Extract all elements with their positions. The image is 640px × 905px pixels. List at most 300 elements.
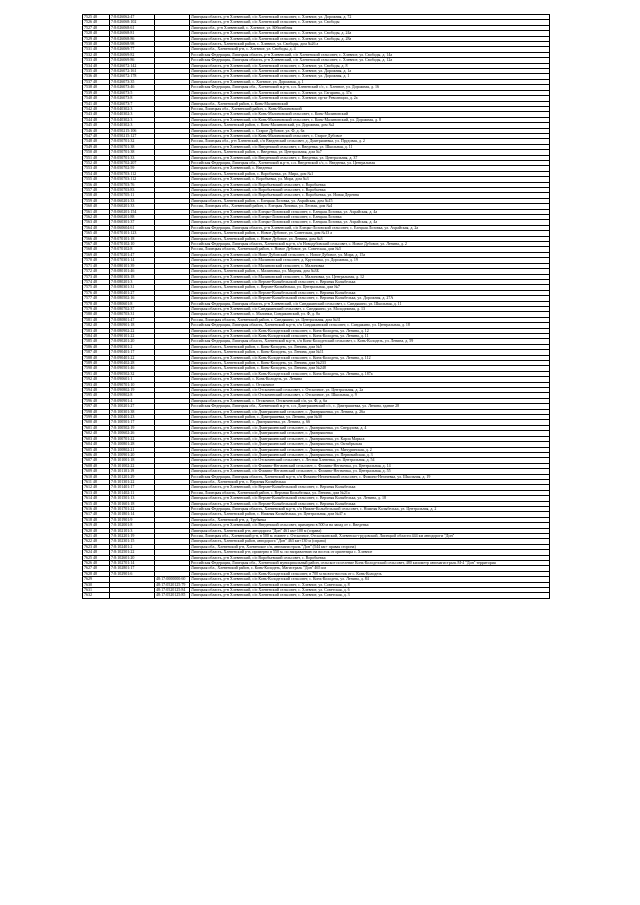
row-number-cell: 7576 48 [83,290,110,295]
cadastral-number-cell: 7:8:080702:37 [110,306,155,311]
address-cell: Липецкая область, р-н Хлевенский, с/п Хлевенский сельсовет, с. Хлевное, ул. Свободы, д. 8 [190,63,550,68]
row-number-cell: 7529 48 [83,36,110,41]
row-number-cell: 7534 48 [83,63,110,68]
address-cell: Россия, Липецкая область, Хлевенский район, с. Новое Дубовое, ул. Советская, дом №5 [190,247,550,252]
row-number-cell: 7556 48 [83,182,110,187]
address-cell: Липецкая область, Хлевенский район, с. Нижняя Колыбелька, ул. Центральная, дом №47 а [190,512,550,517]
cadastral-number-cell: 7:8:090401:22 [110,355,155,360]
row-number-cell: 7583 48 [83,328,110,333]
address-cell: Россия, Липецкая область, Хлевенский район, с. Верхняя Колыбелька, ул. Ленина, дом №21а [190,490,550,495]
row-number-cell: 7581 48 [83,317,110,322]
cadastral-number-cell [110,593,155,598]
cadastral-number-cell: 7:8:090701:10 [110,382,155,387]
cadastral-number-cell: 7:8:101901:9 [110,517,155,522]
cadastral-number-cell: 7:8:090901:4 [110,398,155,403]
cadastral-number-cell: 7:8:101301:22 [110,479,155,484]
address-cell: Липецкая область, Хлевенский район, с. Введенка, ул. Центральная, дом №7 [190,150,550,155]
address-cell: Липецкая область, р-н Хлевенский, с. Введенка [190,166,550,171]
address-cell: Липецкая область, Хлевенский р-н, примерно в 550 м. по направлению на восток от ориентира с. Хлевное [190,550,550,555]
address-cell: Липецкая область, Хлевенский район, с. Конь-Колодезь, ул. Ленина, дом №248 [190,366,550,371]
cadastral-number-cell: 7:8:026072:142 [110,63,155,68]
row-number-cell: 7604 48 [83,442,110,447]
address-cell: Липецкая обл., Хлевенский р-н, с. Верхняя Колыбелька [190,479,550,484]
address-cell: Липецкая обл., Хлевенский район, с. Конь-Малиновский [190,101,550,106]
address-cell: Липецкая область, Хлевенский р-н, автодорога "Дон" 461 км+100 м (справа) [190,528,550,533]
row-number-cell: 7541 48 [83,101,110,106]
address-cell: Липецкая область, р-н Хлевенский, с. Отскочное [190,382,550,387]
cadastral-number-cell: 7:8:060604:61 [110,225,155,230]
address-cell: Липецкая область, р-н Хлевенский, с. Хлевное, ул. Дорожная, д. 1 [190,79,550,84]
cadastral-number-cell: 7:8:026073:7 [110,101,155,106]
cadastral-number-cell: 7:8:090101:22 [110,333,155,338]
cadastral-number-cell: 7:8:100701:22 [110,436,155,441]
cadastral-number-cell: 7:8:060301:37 [110,220,155,225]
row-number-cell: 7582 48 [83,323,110,328]
address-cell: Липецкая область, р-н Хлевенский, с/п Хлевенский сельсовет, с. Хлевное, ул. Гагарина, д. 37а [190,90,550,95]
address-cell: Липецкая область, р-н Хлевенский, с. Отскочное, Отскоченский с/п, ул. Ф, д. 6а [190,398,550,403]
row-number-cell: 7619 48 [83,523,110,528]
row-number-cell: 7608 48 [83,463,110,468]
address-cell: Липецкая обл., Хлевенский р-н, д. Трубянка [190,517,550,522]
alt-number-cell: 48:17:0520125:79 [155,582,190,587]
address-cell: Липецкая область, р-н Хлевенский, с/п Синдякинский сельсовет, с. Синдякино, ул. Молодежная, д. 13 [190,306,550,311]
address-cell: Липецкая область, р-н Хлевенский, с/п Дмитряшевский сельсовет, с. Дмитряшевка, ул. Ленина, д. 26а [190,409,550,414]
cadastral-number-cell: 7:8:040302:3 [110,106,155,111]
cadastral-number-cell: 7:8:101002:22 [110,463,155,468]
row-number-cell: 7611 48 [83,479,110,484]
cadastral-number-cell: 7:8:050215:106 [110,128,155,133]
address-cell: Липецкая область, р-н Хлевенский, с/п Верхне-Колыбельский сельсовет, с. Верхняя Колыбелька, ул. Ленина, д. 18 [190,496,550,501]
address-cell: Липецкая область, р-н Хлевенский, с/п Хлевенский сельсовет, с. Хлевное, ул. Советская, д. 3 [190,593,550,598]
cadastral-number-cell: 7:8:080901:18 [110,323,155,328]
row-number-cell: 7545 48 [83,123,110,128]
row-number-cell: 7590 48 [83,366,110,371]
cadastral-number-cell: 7:8:101402:11 [110,490,155,495]
cadastral-number-cell: 7:8:040302:3 [110,112,155,117]
address-cell: Российская Федерация, Липецкая область, р-н Хлевенский, с/п Елецко-Лозовский сельсовет, с. Елецкая Лозовка, ул. Ахрайская, д. 2а [190,225,550,230]
row-number-cell: 7561 48 [83,209,110,214]
cadastral-number-cell: 7:8:100201:27 [110,404,155,409]
row-number-cell: 7544 48 [83,117,110,122]
row-number-cell: 7625 48 [83,555,110,560]
row-number-cell: 7623 48 [83,544,110,549]
row-number-cell: 7569 48 [83,252,110,257]
address-cell: Липецкая область, р-н Хлевенский, с/п Хлевенский сельсовет, с. Хлевное, ул. Советская, д. 6 [190,588,550,593]
cadastral-number-cell: 7:8:026068:98 [110,42,155,47]
cadastral-number-cell: 7:8:101501:13 [110,496,155,501]
address-cell: Липецкая область, р-н Хлевенский, с/п Дмитряшевский сельсовет, с. Дмитряшевка, ул. Мичуринская, д. 2 [190,447,550,452]
address-cell: Липецкая область, Хлевенский район, с. Конь-Колодезь, ул. Ленина, дом №11 [190,350,550,355]
row-number-cell: 7573 48 [83,274,110,279]
row-number-cell: 7626 48 [83,561,110,566]
cadastral-number-cell: 7:8:100802:21 [110,447,155,452]
row-number-cell: 7564 48 [83,225,110,230]
cadastral-number-cell: 7:8:080902:22 [110,328,155,333]
cadastral-number-cell: 7:8:102001:8 [110,523,155,528]
address-cell: Липецкая область, р-н Хлевенский, с/п Отскоченский сельсовет, с. Лесная Хлевенка, ул. Центральная, д. 54 [190,458,550,463]
address-cell: Липецкая область, р-н Хлевенский, с/п Фомино-Негачевский сельсовет, с. Фомино-Негачевка, ул. Центральная, д. 55 [190,469,550,474]
cadastral-number-cell: 7:8:050702:59 [110,166,155,171]
document-page [82,14,549,599]
cadastral-number-cell: 7:8:090501:46 [110,366,155,371]
address-cell: Липецкая область, р-н Хлевенский, с/п Хлевенский сельсовет, с. Хлевное, ул. Свободы [190,20,550,25]
row-number-cell: 7615 48 [83,501,110,506]
address-cell: Липецкая область, Хлевенский район, с. Конь-Колодезь, ул. Ленина, дом №5 [190,344,550,349]
row-number-cell: 7553 48 [83,166,110,171]
address-cell: Липецкая область, р-н Хлевенский, с/п Хлевенский сельсовет, с. Хлевное, ул. Дорожная, д. 1а [190,69,550,74]
cadastral-number-cell: 7:8:050701:38 [110,150,155,155]
row-number-cell: 7603 48 [83,436,110,441]
row-number-cell: 7585 48 [83,339,110,344]
address-cell: Липецкая область, Хлевенский район, с. Новое Дубовое, ул. Ленина, дом №3 [190,236,550,241]
row-number-cell: 7588 48 [83,355,110,360]
row-number-cell: 7594 48 [83,388,110,393]
cadastral-number-cell: 7:8:080502:16 [110,296,155,301]
cadastral-number-cell: 7:8:026068:102 [110,20,155,25]
cadastral-number-cell: 7:8:050701:32 [110,139,155,144]
row-number-cell: 7598 48 [83,409,110,414]
address-cell: Россия, Липецкая обл., Хлевенский район, с. Конь-Малиновский [190,106,550,111]
row-number-cell: 7566 48 [83,236,110,241]
address-cell: Липецкая область, р-н Хлевенский, с/п Верхне-Колыбельский сельсовет, с. Верхняя Колыбелька [190,279,550,284]
row-number-cell: 7592 48 [83,377,110,382]
address-cell: Липецкая область, р-н Хлевенский, с/п Верхне-Колыбельский сельсовет, с. Верхняя Колыбелька [190,501,550,506]
address-cell: Липецкая обл., Хлевенский р-н, Хлевенское с/п, автомагистраль "Дон" (544 км+ правая сторона) [190,544,550,549]
row-number-cell: 7531 48 [83,47,110,52]
cadastral-number-cell: 7:8:050701:33 [110,155,155,160]
row-number-cell: 7548 48 [83,139,110,144]
address-cell: Россия, Липецкая область, Хлевенский район, с. Синдякино, ул. Центральная, дом №31 [190,317,550,322]
cadastral-number-cell: 7:8:060201:88 [110,215,155,220]
address-cell: Липецкая область, Хлевенский район, с. Воробьевка, ул. Мира, дом №1 [190,171,550,176]
row-number-cell: 7539 48 [83,90,110,95]
address-cell: Липецкая область, р-н Хлевенский, с/п Верхне-Колыбельский сельсовет, с. Верхняя Колыбелька [190,290,550,295]
cadastral-number-cell: 7:8:100602:26 [110,431,155,436]
cadastral-number-cell: 7:8:070102:8 [110,247,155,252]
row-number-cell: 7613 48 [83,490,110,495]
address-cell: Россия, Липецкая обл., р-н Хлевенский, с/п Введенский сельсовет, д. Дмитряшевка, ул. Прудовая, д. 2 [190,139,550,144]
row-number-cell: 7535 48 [83,69,110,74]
row-number-cell: 7568 48 [83,247,110,252]
row-number-cell: 7578 48 [83,301,110,306]
cadastral-number-cell: 7:8:026072:178 [110,74,155,79]
address-cell: Липецкая область, Хлевенский район, с. Конь-Колодезь, ул. Ленина, дом №233 [190,361,550,366]
row-number-cell: 7616 48 [83,506,110,511]
address-cell: Липецкая область, р-н Хлевенский, с. Дмитряшевка, ул. Ленина, д. 66 [190,420,550,425]
row-number-cell: 7547 48 [83,133,110,138]
row-number-cell: 7584 48 [83,333,110,338]
cadastral-number-cell: 7:8:101601:18 [110,501,155,506]
cadastral-number-cell: 7:8:070102:10 [110,242,155,247]
cadastral-number-cell: 7:8:070201:47 [110,252,155,257]
address-cell: Липецкая область, р-н Хлевенский, с/п Хлевенский сельсовет, с. Хлевное, ул. Дорожная, д. 72 [190,15,550,20]
cadastral-number-cell: 7:8:080703:31 [110,312,155,317]
cadastral-number-cell: 7:8:050703:112 [110,177,155,182]
row-number-cell: 7579 48 [83,306,110,311]
row-number-cell: 7607 48 [83,458,110,463]
address-cell: Липецкая область, р-н Хлевенский, с/п Малиновский сельсовет, с. Малиновка, ул. Центральная, д. 12 [190,274,550,279]
row-number-cell: 7587 48 [83,350,110,355]
row-number-cell: 7629 [83,577,110,582]
row-number-cell: 7533 48 [83,58,110,63]
row-number-cell: 7618 48 [83,517,110,522]
row-number-cell: 7589 48 [83,361,110,366]
address-cell: Липецкая область, р-н Хлевенский, с/п Конь-Колодезский сельсовет, с. Конь-Колодезь, ул. Ленина, д. 84 [190,577,550,582]
cadastral-number-cell: 7:8:050703:112 [110,171,155,176]
address-cell: Липецкая область, Хлевенский район, с. Новое Дубовое, ул. Советская, дом №13 а [190,231,550,236]
cadastral-number-cell: 7:8:060201:154 [110,209,155,214]
cadastral-number-cell: 7:8:070101:18 [110,236,155,241]
cadastral-number-cell: 7:8:090402:28 [110,361,155,366]
row-number-cell: 7538 48 [83,85,110,90]
cadastral-number-cell: 7:8:070301:14 [110,258,155,263]
row-number-cell: 7557 48 [83,188,110,193]
row-number-cell: 7532 48 [83,52,110,57]
row-number-cell: 7530 48 [83,42,110,47]
cadastral-number-cell: 7:8:080103:18 [110,274,155,279]
row-number-cell: 7599 48 [83,415,110,420]
row-number-cell: 7622 48 [83,539,110,544]
row-number-cell: 7614 48 [83,496,110,501]
cadastral-number-cell: 7:8:026073:46 [110,85,155,90]
cadastral-number-cell: 7:8:080401:27 [110,290,155,295]
row-number-cell: 7605 48 [83,447,110,452]
row-number-cell: 7572 48 [83,269,110,274]
cadastral-number-cell: 7:8:080601:8 [110,301,155,306]
row-number-cell: 7602 48 [83,431,110,436]
address-cell: Российская Федерация, Липецкая область, р-н Хлевенский, с/п Хлевенский сельсовет, с. Хлевное, ул. Свободы, д. 14а [190,52,550,57]
cadastral-number-cell: 7:8:102501:22 [110,550,155,555]
cadastral-number-cell: 7:8:100501:17 [110,420,155,425]
cadastral-number-cell: 7:8:102401:2 [110,544,155,549]
cadastral-number-cell: 7:8:100502:19 [110,425,155,430]
address-cell: Российская Федерация, Липецкая область, Хлевенский м.р-н, с/п Синдякинский сельсовет, с. Синдякино, ул. Центральная, д. 18 [190,323,550,328]
cadastral-number-cell: 7:8:102201:19 [110,534,155,539]
cadastral-number-cell: 7:8:100801:28 [110,442,155,447]
address-cell: Липецкая область, р-н Хлевенский, с/п Введенский сельсовет, примерно в 500 м на запад от с. Введенка [190,523,550,528]
row-number-cell: 7551 48 [83,155,110,160]
address-cell: Российская Федерация, Липецкая область, Хлевенский м.р-н, с/п Новодубовский сельсовет, с. Новое Дубовое, ул. Ленина, д. 2 [190,242,550,247]
row-number-cell: 7550 48 [83,150,110,155]
cadastral-number-cell: 7:8:080801:47 [110,317,155,322]
address-cell: Липецкая область, р-н Хлевенский, с/п Малиновский сельсовет, д. Кругловка, ул. Дорожная, д. 19 [190,258,550,263]
row-number-cell: 7555 48 [83,177,110,182]
address-cell: Липецкая область, р-н Хлевенский, с. Конь-Колодезь, ул. Ленина [190,377,550,382]
row-number-cell: 7586 48 [83,344,110,349]
address-cell: Липецкая область, р-н Хлевенский, с/п Введенский сельсовет, с. Введенка, ул. Школьная, д. 11 [190,144,550,149]
address-cell: Российская Федерация, Липецкая область, р-н Хлевенский, с/п Хлевенский сельсовет, с. Хлевное, ул. Свободы, д. 12а [190,58,550,63]
row-number-cell: 7540 48 [83,96,110,101]
row-number-cell: 7543 48 [83,112,110,117]
address-cell: Липецкая область, Хлевенский район, с. Верхне-Колыбелька, ул. Центральная, дом №7 [190,285,550,290]
row-number-cell: 7554 48 [83,171,110,176]
cadastral-number-cell: 7:8:026068:61 [110,25,155,30]
row-number-cell: 7527 48 [83,25,110,30]
cadastral-number-cell: 7:8:090601:1 [110,377,155,382]
address-cell: Липецкая область, р-н Хлевенский, с/п Дмитряшевский сельсовет, с. Дмитряшевка, ул. Свердлова, д. 4 [190,425,550,430]
cadastral-number-cell: 7:8:026068:81 [110,31,155,36]
address-cell: Липецкая область, р-н Хлевенский, с/п Елецко-Лозовский сельсовет, с. Елецкая Лозовка, ул. Ахрайская, д. 4а [190,220,550,225]
address-cell: Российская Федерация, Липецкая область, Хлевенский м.р-н, с/п Конь-Колодезский сельсовет, с. Конь-Колодезь, ул. Ленина, д. 59 [190,339,550,344]
row-number-cell: 7606 48 [83,452,110,457]
row-number-cell: 7559 48 [83,198,110,203]
cadastral-number-cell: 7:8:040302:3 [110,117,155,122]
row-number-cell: 7562 48 [83,215,110,220]
row-number-cell: 7600 48 [83,420,110,425]
cadastral-number-cell: 7:8:101201:29 [110,474,155,479]
address-cell: Липецкая область, р-н Хлевенский, с/п Верхне-Колыбельский сельсовет, с. Верхняя Колыбелька, ул. Дорожная, д. 27А [190,296,550,301]
cadastral-number-cell: 7:8:102101:3 [110,528,155,533]
cadastral-number-cell: 7:8:101101:19 [110,469,155,474]
cadastral-number-cell: 7:8:026069:77 [110,47,155,52]
row-number-cell: 7595 48 [83,393,110,398]
cadastral-number-cell: 7:8:090301:2 [110,344,155,349]
address-cell: Липецкая область, р-н Хлевенский, с/п Конь-Малиновский сельсовет, с. Старое Дубовое [190,133,550,138]
row-number-cell: 7563 48 [83,220,110,225]
cadastral-number-cell: 7:8:080201:3 [110,279,155,284]
row-number-cell: 7574 48 [83,279,110,284]
address-cell: Российская Федерация, Липецкая обл., Хлевенский м.р-н, с.п. Дмитряшевский с/с, с. Дмитряшевка, ул. Ленина, здание 28 [190,404,550,409]
cadastral-number-cell: 7:8:050215:127 [110,133,155,138]
row-number-cell: 7631 [83,588,110,593]
address-cell: Липецкая область, р-н Хлевенский, с/п Хлевенский сельсовет, с. Хлевное, ул. Советская, д. 8 [190,582,550,587]
address-cell: Липецкая область, р-н Хлевенский, с. Старое Дубовое, ул. Ф, д. 6а [190,128,550,133]
cadastral-number-cell: 7:8:050702:207 [110,160,155,165]
address-cell: Липецкая область, р-н Хлевенский, с/п Конь-Колодезский сельсовет, в 700 м на юго-восток от с. Конь-Колодезь [190,571,550,576]
cadastral-number-cell: 7:8:040302:3 [110,123,155,128]
cadastral-number-cell: 7:8:080301:31 [110,285,155,290]
cadastral-number-cell: 7:8:102801:17 [110,566,155,571]
row-number-cell: 7617 48 [83,512,110,517]
cadastral-number-cell: 7:8:080101:39 [110,263,155,268]
address-cell: Липецкая область, р-н Хлевенский, с/п Хлевенский сельсовет, с. Хлевное, ул. Дорожная, д. 1 [190,74,550,79]
row-number-cell: 7526 48 [83,20,110,25]
row-number-cell: 7627 48 [83,566,110,571]
row-number-cell: 7612 48 [83,485,110,490]
address-cell: Липецкая область, р-н Хлевенский, с/п Хлевенский сельсовет, с. Хлевное, ул. Свободы, д. 24а [190,31,550,36]
cadastral-number-cell: 7:8:102301:15 [110,539,155,544]
address-cell: Липецкая область, р-н Хлевенский, с/п Воробьевский сельсовет, с. Воробьевка [190,555,550,560]
row-number-cell: 7580 48 [83,312,110,317]
cadastral-number-cell: 7:8:100901:20 [110,452,155,457]
cadastral-number-cell: 7:8:026069:82 [110,52,155,57]
cadastral-number-cell: 7:8:026073:35 [110,79,155,84]
address-cell: Липецкая область, р-н Хлевенский, с/п Верхне-Колыбельский сельсовет, с. Верхняя Колыбелька [190,485,550,490]
cadastral-number-cell: 7:8:026072:161 [110,69,155,74]
registry-table [82,14,550,599]
address-cell: Липецкая область, р-н Хлевенский, с/п Дмитряшевский сельсовет, с. Дмитряшевка, ул. Октябрьская [190,442,550,447]
row-number-cell: 7591 48 [83,371,110,376]
address-cell: Липецкая область, р-н Хлевенский, с/п Хлевенский сельсовет, с. Хлевное, пр-кт Революции, д. 2а [190,96,550,101]
address-cell: Российская Федерация, Липецкая область, Хлевенский м.р-н, с/п Нижне-Колыбельский сельсовет, с. Нижняя Колыбелька, ул. Центральная, д. 2 [190,506,550,511]
address-cell: Липецкая область, р-н Хлевенский, с/п Конь-Колодезский сельсовет, с. Конь-Колодезь, ул. Ленина, д. 12 [190,328,550,333]
row-number-cell: 7621 48 [83,534,110,539]
row-number-cell: 7620 48 [83,528,110,533]
row-number-cell: 7630 [83,582,110,587]
row-number-cell: 7632 [83,593,110,598]
cadastral-number-cell: 7:8:090502:32 [110,371,155,376]
address-cell: Российская Федерация, Липецкая область, Хлевенский м.р-н, с/п Фомино-Негачевский сельсовет, с. Фомино-Негачевка, ул. Школьная, д. 19 [190,474,550,479]
cadastral-number-cell: 7:8:050701:38 [110,144,155,149]
row-number-cell: 7593 48 [83,382,110,387]
cadastral-number-cell: 7:8:090802:8 [110,393,155,398]
row-number-cell: 7628 48 [83,571,110,576]
row-number-cell: 7537 48 [83,79,110,84]
address-cell: Российская Федерация, Липецкая обл., Хлевенский м.р-н, с.п. Хлевенский с/с, с. Хлевное, ул. Дорожная, д. 16 [190,85,550,90]
address-cell: Липецкая область, р-н Хлевенский, с/п Введенский сельсовет, с. Введенка, ул. Центральная, д. 37 [190,155,550,160]
address-cell: Россия, Липецкая обл., Хлевенский р-н, в 500 м. южнее с. Отскочное, Отскочкинский, Хлевенско-грудовский, Липецкой области 444 км автодороги "Дон" [190,534,550,539]
address-cell: Липецкая область, Хлевенский район, с. Малиновка, ул. Мирная, дом №3Б [190,269,550,274]
row-number-cell: 7558 48 [83,193,110,198]
cadastral-number-cell: 7:8:060201:33 [110,204,155,209]
address-cell: Липецкая область, р-н Хлевенский, с/п Дмитряшевский сельсовет, с. Дмитряшевка, ул. Первомайская, д. 3 [190,452,550,457]
address-cell: Липецкая область, р-н Хлевенский, с/п Конь-Колодезский сельсовет, с. Конь-Колодезь, ул. Ленина, д. 11 [190,333,550,338]
address-cell: Россия, Липецкая обл., Хлевенский район, с. Елецкая Лозовка, ул. Лесная, дом №4 [190,204,550,209]
row-number-cell: 7596 48 [83,398,110,403]
address-cell: Российская Федерация, Липецкая обл., Хлевенский муниципальный район, сельское поселение Конь-Колодезский сельсовет, 480 километр автомагистраль М-4 "Дон" территория [190,561,550,566]
address-cell: Липецкая область, р-н Хлевенский, с/п Конь-Малиновский сельсовет, с. Конь-Малиновский, ул. Дорожная, д. 8 [190,117,550,122]
row-number-cell: 7571 48 [83,263,110,268]
cadastral-number-cell: 7:8:102601:20 [110,555,155,560]
address-cell: Липецкая область, р-н Хлевенский, с/п Воробьевский сельсовет, с. Воробьевка [190,188,550,193]
row-number-cell: 7542 48 [83,106,110,111]
row-number-cell: 7552 48 [83,160,110,165]
cadastral-number-cell: 7:8:026069:86 [110,58,155,63]
cadastral-number-cell: 7:8:070101:123 [110,231,155,236]
row-number-cell: 7567 48 [83,242,110,247]
alt-number-cell: 48:17:0520125:85 [155,593,190,598]
address-cell: Липецкая область, р-н Хлевенский, с/п Фомино-Негачевский сельсовет, с. Фомино-Негачевка, ул. Центральная, д. 14 [190,463,550,468]
address-cell: Липецкая область, р-н Хлевенский, с/п Отскоченский сельсовет, с. Отскочное, ул. Школьная, д. 9 [190,393,550,398]
address-cell: Липецкая область, Хлевенский район, с. Дмитряшевка, ул. Ленина, дом №30 [190,415,550,420]
address-cell: Липецкая обл., р-н Хлевенский, с. Хлевное, ул. Юбилейная [190,25,550,30]
alt-number-cell: 48:17:0520125:84 [155,588,190,593]
address-cell: Липецкая область, Хлевенский район, автодорога "Дон" 463 км+130 м (справа) [190,539,550,544]
cadastral-number-cell: 7:8:100301:38 [110,409,155,414]
row-number-cell: 7560 48 [83,204,110,209]
address-cell: Липецкая область, р-н Хлевенский, с. Малинки, Синдякинский, ул. Ф, д. 8а [190,312,550,317]
row-number-cell: 7597 48 [83,404,110,409]
cadastral-number-cell: 7:8:101001:18 [110,458,155,463]
cadastral-number-cell: 7:8:050703:76 [110,182,155,187]
cadastral-number-cell: 7:8:060201:33 [110,198,155,203]
row-number-cell: 7601 48 [83,425,110,430]
alt-number-cell: 48:17:0000000:60 [155,577,190,582]
address-cell: Липецкая область, р-н Хлевенский, с. Воробьевка, ул. Мира, дом №3 [190,177,550,182]
row-number-cell: 7536 48 [83,74,110,79]
address-cell: Липецкая область, р-н Хлевенский, с/п Конь-Малиновский сельсовет, с. Конь-Малиновский [190,112,550,117]
row-number-cell: 7549 48 [83,144,110,149]
address-cell: Липецкая область, р-н Хлевенский, с/п Дмитряшевский сельсовет, с. Дмитряшевка, ул. Карла Маркса [190,436,550,441]
row-number-cell: 7577 48 [83,296,110,301]
cadastral-number-cell: 7:8:102701:14 [110,561,155,566]
cadastral-number-cell: 7:8:101401:17 [110,485,155,490]
address-cell: Липецкая область, р-н Хлевенский, с/п Елецко-Лозовский сельсовет, с. Елецкая Лозовка [190,215,550,220]
cadastral-number-cell: 7:8:101701:22 [110,506,155,511]
cadastral-number-cell: 7:8:026062:47 [110,15,155,20]
address-cell: Липецкая область, р-н Хлевенский, с/п Хлевенский сельсовет, с. Хлевное, ул. Свободы, д. 28а [190,36,550,41]
row-number-cell: 7570 48 [83,258,110,263]
row-number-cell: 7609 48 [83,469,110,474]
row-number-cell: 7546 48 [83,128,110,133]
row-number-cell: 7565 48 [83,231,110,236]
address-cell: Липецкая область, р-н Хлевенский, с/п Малиновский сельсовет, с. Малиновка [190,263,550,268]
row-number-cell: 7575 48 [83,285,110,290]
registry-table-body [83,15,550,599]
address-cell: Липецкая область, р-н Хлевенский, с/п Конь-Колодезский сельсовет, с. Конь-Колодезь, ул. Ленина, д. 112 [190,355,550,360]
cadastral-number-cell: 7:8:090401:17 [110,350,155,355]
row-number-cell: 7610 48 [83,474,110,479]
